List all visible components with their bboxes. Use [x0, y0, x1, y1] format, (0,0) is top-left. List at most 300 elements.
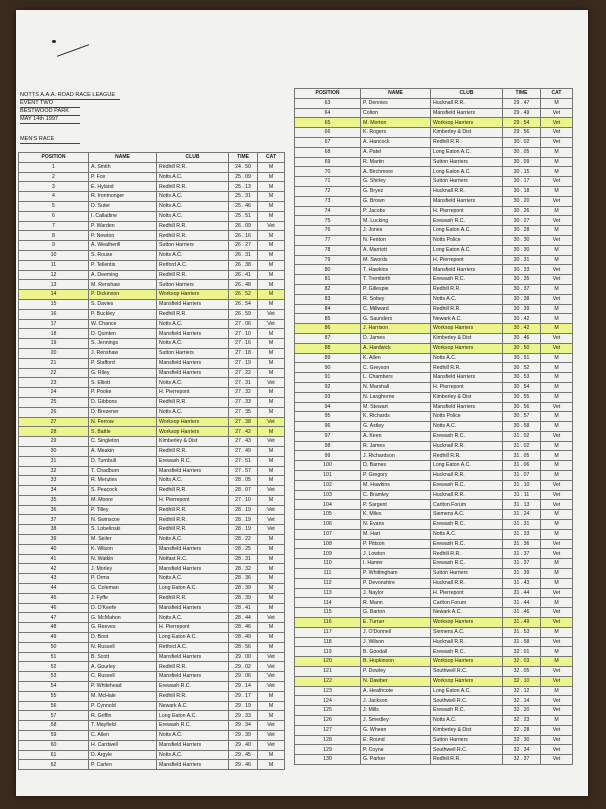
cat-cell: M [541, 441, 573, 451]
name-cell: A. Smith [89, 162, 157, 172]
cat-cell: Vet [541, 118, 573, 128]
cat-cell: Vet [541, 676, 573, 686]
time-cell: 25 . 13 [229, 182, 258, 192]
table-row [295, 265, 573, 275]
name-cell: G. Saunders [361, 314, 431, 324]
table-row [19, 476, 285, 486]
club-cell: Notts A.C. [157, 407, 229, 417]
club-cell: Retford A.C. [157, 642, 229, 652]
position-cell: 2 [19, 172, 89, 182]
club-cell: Notts A.C. [157, 172, 229, 182]
table-row [19, 574, 285, 584]
position-cell: 18 [19, 329, 89, 339]
cat-cell: M [541, 529, 573, 539]
cat-cell: Vet [541, 637, 573, 647]
position-cell: 91 [295, 373, 361, 383]
club-cell: Long Eaton A.C. [157, 584, 229, 594]
name-cell: G. Astley [361, 422, 431, 432]
name-cell: D. Gibbons [89, 397, 157, 407]
time-cell: 26 . 41 [229, 270, 258, 280]
table-row [295, 539, 573, 549]
cat-cell: M [258, 642, 285, 652]
club-cell: Redhill R.R. [157, 182, 229, 192]
cat-cell: M [541, 520, 573, 530]
time-cell: 26 . 16 [229, 231, 258, 241]
name-cell: M. Hawkins [361, 480, 431, 490]
time-cell: 28 . 39 [229, 584, 258, 594]
time-cell: 32 . 37 [503, 755, 541, 765]
name-cell: C. Russell [89, 672, 157, 682]
table-row [19, 378, 285, 388]
cat-cell: M [258, 593, 285, 603]
table-row [295, 490, 573, 500]
club-cell: Redhill R.R. [157, 446, 229, 456]
table-row [295, 275, 573, 285]
position-cell: 60 [19, 740, 89, 750]
name-cell: C. Singleton [89, 437, 157, 447]
position-cell: 45 [19, 593, 89, 603]
club-cell: Mansfield Harriers [157, 740, 229, 750]
pen-stroke [57, 44, 89, 57]
cat-cell: M [258, 466, 285, 476]
table-row [19, 162, 285, 172]
position-cell: 27 [19, 417, 89, 427]
position-cell: 76 [295, 226, 361, 236]
position-cell: 12 [19, 270, 89, 280]
club-cell: Redhill R.R. [431, 549, 503, 559]
club-cell: Kimberley & Dist [431, 392, 503, 402]
cat-cell: M [541, 578, 573, 588]
cat-cell: Vet [541, 549, 573, 559]
cat-cell: M [541, 461, 573, 471]
club-cell: Notts Police [431, 412, 503, 422]
table-row [19, 299, 285, 309]
header-club: CLUB [431, 89, 503, 99]
table-row [295, 216, 573, 226]
name-cell: I. Hamer [361, 559, 431, 569]
time-cell: 28 . 19 [229, 525, 258, 535]
cat-cell: Vet [258, 378, 285, 388]
club-cell: Kimberley & Dist [157, 437, 229, 447]
position-cell: 112 [295, 578, 361, 588]
position-cell: 103 [295, 490, 361, 500]
time-cell: 32 . 30 [503, 735, 541, 745]
club-cell: Notts A.C. [431, 529, 503, 539]
table-row [295, 618, 573, 628]
club-cell: Newark A.C. [431, 608, 503, 618]
position-cell: 8 [19, 231, 89, 241]
table-row [295, 549, 573, 559]
cat-cell: M [258, 476, 285, 486]
time-cell: 31 . 24 [503, 510, 541, 520]
name-cell: A. Gourley [89, 662, 157, 672]
name-cell: P. Dowley [361, 667, 431, 677]
time-cell: 31 . 37 [503, 559, 541, 569]
cat-cell: M [541, 206, 573, 216]
time-cell: 30 . 30 [503, 235, 541, 245]
time-cell: 28 . 56 [229, 642, 258, 652]
table-row [19, 593, 285, 603]
name-cell: N. Swinscoe [89, 515, 157, 525]
position-cell: 97 [295, 431, 361, 441]
position-cell: 56 [19, 701, 89, 711]
table-row [295, 569, 573, 579]
club-cell: Sutton Harriers [157, 280, 229, 290]
cat-cell: Vet [541, 137, 573, 147]
club-cell: Redhill R.R. [157, 662, 229, 672]
position-cell: 99 [295, 451, 361, 461]
name-cell: R. James [361, 441, 431, 451]
table-row [19, 241, 285, 251]
cat-cell: M [258, 446, 285, 456]
time-cell: 30 . 38 [503, 294, 541, 304]
club-cell: Kimberley & Dist [431, 333, 503, 343]
time-cell: 32 . 20 [503, 706, 541, 716]
name-cell: T. Chadburn [89, 466, 157, 476]
name-cell: J. Mills [361, 706, 431, 716]
club-cell: Notts A.C. [431, 353, 503, 363]
table-row [295, 245, 573, 255]
name-cell: K. Wilson [89, 544, 157, 554]
time-cell: 29 . 54 [503, 118, 541, 128]
club-cell: Sutton Harriers [431, 735, 503, 745]
club-cell: Worksop Harriers [157, 290, 229, 300]
time-cell: 30 . 52 [503, 363, 541, 373]
position-cell: 77 [295, 235, 361, 245]
cat-cell: M [541, 598, 573, 608]
name-cell: S. Rouse [89, 250, 157, 260]
cat-cell: M [258, 280, 285, 290]
club-cell: Sutton Harriers [431, 177, 503, 187]
table-row [19, 603, 285, 613]
club-cell: H. Pierrepont [157, 495, 229, 505]
club-cell: Erewash R.C. [431, 520, 503, 530]
table-row [19, 691, 285, 701]
table-row [19, 672, 285, 682]
club-cell: Notfast R.C. [157, 554, 229, 564]
club-cell: Redhill R.R. [431, 284, 503, 294]
position-cell: 58 [19, 721, 89, 731]
club-cell: Redhill R.R. [431, 451, 503, 461]
name-cell: G. Barton [361, 608, 431, 618]
club-cell: Hucknall R.R. [431, 578, 503, 588]
club-cell: H. Pierrepont [157, 388, 229, 398]
club-cell: Notts A.C. [157, 476, 229, 486]
time-cell: 30 . 35 [503, 275, 541, 285]
club-cell: Redhill R.R. [431, 363, 503, 373]
position-cell: 108 [295, 539, 361, 549]
name-cell: J. Fyffe [89, 593, 157, 603]
position-cell: 106 [295, 520, 361, 530]
position-cell: 23 [19, 378, 89, 388]
cat-cell: M [258, 270, 285, 280]
time-cell: 30 . 28 [503, 226, 541, 236]
table-row [295, 510, 573, 520]
time-cell: 30 . 42 [503, 314, 541, 324]
time-cell: 27 . 22 [229, 368, 258, 378]
club-cell: Mansfield Harriers [431, 373, 503, 383]
club-cell: Redhill R.R. [157, 162, 229, 172]
cat-cell: M [258, 564, 285, 574]
position-cell: 75 [295, 216, 361, 226]
time-cell: 29 . 33 [229, 711, 258, 721]
cat-cell: M [258, 397, 285, 407]
position-cell: 38 [19, 525, 89, 535]
header-position: POSITION [19, 153, 89, 163]
cat-cell: M [258, 495, 285, 505]
club-cell: Sutton Harriers [157, 348, 229, 358]
cat-cell: Vet [541, 696, 573, 706]
table-header-row [19, 153, 285, 163]
position-cell: 117 [295, 627, 361, 637]
cat-cell: M [258, 182, 285, 192]
position-cell: 24 [19, 388, 89, 398]
position-cell: 7 [19, 221, 89, 231]
position-cell: 114 [295, 598, 361, 608]
table-row [295, 128, 573, 138]
table-row [19, 750, 285, 760]
table-row [19, 270, 285, 280]
table-row [19, 721, 285, 731]
name-cell: P. Coyne [361, 745, 431, 755]
time-cell: 28 . 41 [229, 603, 258, 613]
time-cell: 30 . 39 [503, 304, 541, 314]
position-cell: 79 [295, 255, 361, 265]
name-cell: J. Jackson [361, 696, 431, 706]
position-cell: 4 [19, 192, 89, 202]
table-row [295, 284, 573, 294]
time-cell: 31 . 39 [503, 569, 541, 579]
cat-cell: M [258, 584, 285, 594]
cat-cell: M [541, 167, 573, 177]
cat-cell: M [541, 98, 573, 108]
club-cell: Newark A.C. [431, 314, 503, 324]
name-cell: S. Jennings [89, 339, 157, 349]
position-cell: 44 [19, 584, 89, 594]
time-cell: 31 . 02 [503, 441, 541, 451]
cat-cell: M [258, 329, 285, 339]
cat-cell: M [258, 750, 285, 760]
table-row [295, 177, 573, 187]
club-cell: Erewash R.C. [431, 275, 503, 285]
table-row [19, 456, 285, 466]
cat-cell: Vet [258, 525, 285, 535]
table-row [295, 529, 573, 539]
time-cell: 31 . 13 [503, 500, 541, 510]
time-cell: 27 . 06 [229, 319, 258, 329]
position-cell: 122 [295, 676, 361, 686]
club-cell: Redhill R.R. [157, 309, 229, 319]
name-cell: T. Mayfield [89, 721, 157, 731]
time-cell: 26 . 54 [229, 299, 258, 309]
table-row [19, 427, 285, 437]
table-row [295, 608, 573, 618]
position-cell: 50 [19, 642, 89, 652]
position-cell: 25 [19, 397, 89, 407]
table-row [19, 348, 285, 358]
name-cell: S. Battle [89, 427, 157, 437]
header-name: NAME [361, 89, 431, 99]
cat-cell: Vet [541, 128, 573, 138]
time-cell: 25 . 09 [229, 172, 258, 182]
time-cell: 25 . 51 [229, 211, 258, 221]
table-row [19, 711, 285, 721]
time-cell: 30 . 58 [503, 422, 541, 432]
name-cell: P. Orms [89, 574, 157, 584]
time-cell: 29 . 06 [229, 672, 258, 682]
time-cell: 29 . 56 [503, 128, 541, 138]
time-cell: 29 . 34 [229, 721, 258, 731]
cat-cell: M [258, 241, 285, 251]
name-cell: D. Brezener [89, 407, 157, 417]
cat-cell: M [258, 231, 285, 241]
name-cell: M. Stewart [361, 402, 431, 412]
club-cell: Redhill R.R. [157, 270, 229, 280]
time-cell: 29 . 47 [503, 98, 541, 108]
cat-cell: M [541, 627, 573, 637]
club-cell: Sutton Harriers [431, 157, 503, 167]
club-cell: Siemens A.C. [431, 510, 503, 520]
position-cell: 124 [295, 696, 361, 706]
race-label: MEN'S RACE [20, 136, 55, 142]
time-cell: 31 . 31 [503, 520, 541, 530]
name-cell: G. Riley [89, 368, 157, 378]
cat-cell: Vet [541, 431, 573, 441]
club-cell: Mansfield Harriers [157, 299, 229, 309]
table-row [19, 250, 285, 260]
club-cell: Redhill R.R. [157, 515, 229, 525]
name-cell: P. Warden [89, 221, 157, 231]
name-cell: J. Renshaw [89, 348, 157, 358]
position-cell: 47 [19, 613, 89, 623]
position-cell: 94 [295, 402, 361, 412]
table-row [19, 682, 285, 692]
position-cell: 90 [295, 363, 361, 373]
time-cell: 31 . 10 [503, 480, 541, 490]
club-cell: Mansfield Harriers [157, 544, 229, 554]
name-cell: A. Birchmore [361, 167, 431, 177]
cat-cell: M [541, 304, 573, 314]
club-cell: Worksop Harriers [157, 427, 229, 437]
time-cell: 30 . 31 [503, 255, 541, 265]
time-cell: 26 . 48 [229, 280, 258, 290]
venue-label: BESTWOOD PARK [20, 108, 70, 114]
club-cell: Southwell R.C. [431, 696, 503, 706]
position-cell: 69 [295, 157, 361, 167]
name-cell: M. McHale [89, 691, 157, 701]
time-cell: 28 . 31 [229, 554, 258, 564]
name-cell: I. Calladine [89, 211, 157, 221]
club-cell: Redhill R.R. [157, 525, 229, 535]
time-cell: 29 . 02 [229, 662, 258, 672]
cat-cell: M [258, 339, 285, 349]
time-cell: 30 . 18 [503, 186, 541, 196]
table-row [19, 388, 285, 398]
cat-cell: Vet [541, 216, 573, 226]
name-cell: P. Pooke [89, 388, 157, 398]
name-cell: K. Richards [361, 412, 431, 422]
name-cell: S. Lobelinski [89, 525, 157, 535]
table-header-row [295, 89, 573, 99]
club-cell: H. Pierrepont [157, 623, 229, 633]
cat-cell: Vet [541, 745, 573, 755]
cat-cell: M [541, 324, 573, 334]
position-cell: 83 [295, 294, 361, 304]
position-cell: 20 [19, 348, 89, 358]
time-cell: 26 . 31 [229, 250, 258, 260]
position-cell: 101 [295, 471, 361, 481]
time-cell: 26 . 27 [229, 241, 258, 251]
time-cell: 31 . 05 [503, 451, 541, 461]
club-cell: Redhill R.R. [157, 397, 229, 407]
cat-cell: Vet [258, 486, 285, 496]
name-cell: J. Wilson [361, 637, 431, 647]
table-row [19, 760, 285, 770]
time-cell: 32 . 23 [503, 716, 541, 726]
club-cell: Erewash R.C. [157, 456, 229, 466]
name-cell: C. Allen [89, 731, 157, 741]
club-cell: Kimberley & Dist [431, 128, 503, 138]
club-cell: Hucknall R.R. [431, 186, 503, 196]
club-cell: Notts A.C. [431, 422, 503, 432]
cat-cell: Vet [258, 505, 285, 515]
position-cell: 59 [19, 731, 89, 741]
position-cell: 13 [19, 280, 89, 290]
cat-cell: M [258, 407, 285, 417]
table-row [295, 637, 573, 647]
table-row [295, 157, 573, 167]
time-cell: 31 . 49 [503, 618, 541, 628]
time-cell: 27 . 49 [229, 446, 258, 456]
club-cell: Notts A.C. [157, 535, 229, 545]
club-cell: Notts A.C. [157, 750, 229, 760]
table-row [295, 206, 573, 216]
cat-cell: Vet [541, 177, 573, 187]
position-cell: 80 [295, 265, 361, 275]
table-row [19, 642, 285, 652]
club-cell: Mansfield Harriers [157, 652, 229, 662]
club-cell: Notts A.C. [157, 250, 229, 260]
position-cell: 14 [19, 290, 89, 300]
name-cell: P. Whitehead [89, 682, 157, 692]
time-cell: 30 . 53 [503, 373, 541, 383]
cat-cell: M [541, 686, 573, 696]
position-cell: 16 [19, 309, 89, 319]
time-cell: 30 . 46 [503, 333, 541, 343]
cat-cell: Vet [258, 682, 285, 692]
cat-cell: M [258, 760, 285, 770]
time-cell: 26 . 59 [229, 309, 258, 319]
table-row [19, 495, 285, 505]
cat-cell: M [258, 358, 285, 368]
table-row [295, 725, 573, 735]
name-cell: D. Suter [89, 201, 157, 211]
cat-cell: M [258, 290, 285, 300]
table-row [295, 167, 573, 177]
club-cell: Mansfield Harriers [157, 760, 229, 770]
table-row [19, 290, 285, 300]
position-cell: 98 [295, 441, 361, 451]
club-cell: H. Pierrepont [431, 206, 503, 216]
time-cell: 30 . 26 [503, 206, 541, 216]
table-row [19, 446, 285, 456]
cat-cell: Vet [258, 319, 285, 329]
table-row [295, 294, 573, 304]
table-row [295, 745, 573, 755]
position-cell: 102 [295, 480, 361, 490]
name-cell: A. Patel [361, 147, 431, 157]
name-cell: P. Pittson [361, 539, 431, 549]
